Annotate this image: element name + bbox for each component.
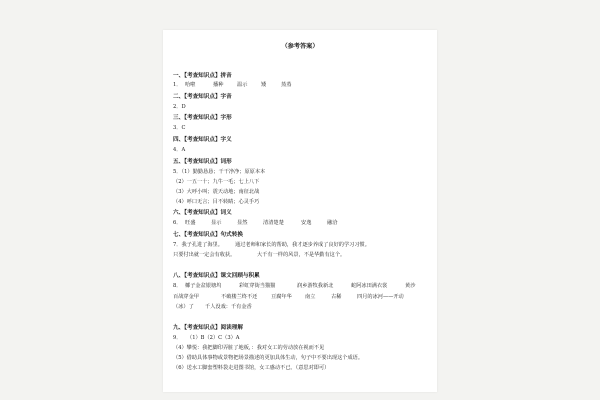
- section-heading: 九、【考查知识点】阅读理解: [173, 325, 243, 331]
- answer-line: （冰）了 千人没戏：千有金香: [173, 304, 252, 310]
- answer-line: 6． 旺盛 显示 显然 清清楚楚 安逸 融洽: [173, 220, 338, 226]
- answer-line: 8． 椰子金盆银塘坞 彩虹穿街当猫猫 润乡游牧我新北 蛇阿冰田满衣裳 黄沙: [173, 283, 416, 289]
- section-heading: 四、【考查知识点】字义: [173, 137, 232, 143]
- section-heading: 八、【考查知识点】课文回顾与积累: [173, 273, 260, 279]
- answer-line: （4）呼口无言；目不转睛；心灵手巧: [173, 199, 260, 205]
- answer-line: 2．D: [173, 104, 186, 110]
- answer-line: 百战穿金甲 不破楼兰终不还 豆腐年华 南立 古稀 四月的冰河——开动: [173, 294, 404, 300]
- page-title: （参考答案）: [281, 43, 319, 50]
- section-heading: 六、【考查知识点】词义: [173, 210, 232, 216]
- answer-line: （5）借助具体事物或景物把场景描述的更加具体生动，句子中不要出现这个成语。: [173, 355, 364, 361]
- answer-line: 4．A: [173, 147, 186, 153]
- answer-line: 7．我子孔进了海里。 通过老师和家长的帮助，我才逐步养成了良好的学习习惯。: [173, 242, 370, 248]
- answer-line: 1． 哈啦 播种 温示 矮 蒸蒸: [173, 82, 292, 88]
- section-heading: 一、【考查知识点】拼音: [173, 73, 232, 79]
- answer-line: （4）攀悦：我把脚印弄脏了地板，：我对女工的劳动放在视而不见: [173, 345, 325, 351]
- answer-line: 9． （1）B（2）C（3）A: [173, 335, 240, 341]
- section-heading: 二、【考查知识点】字音: [173, 94, 232, 100]
- answer-sheet-page: [163, 30, 437, 392]
- section-heading: 三、【考查知识点】字形: [173, 115, 232, 121]
- answer-line: （6）送水工脚套塑料袋走进图书馆，女工感动不已。（意思对即可）: [173, 365, 330, 371]
- section-heading: 五、【考查知识点】词形: [173, 159, 232, 165]
- answer-line: 3．C: [173, 125, 186, 131]
- answer-line: 5．（1）勤勤恳恳；干干净净；原原本本: [173, 169, 266, 175]
- answer-line: 只要付出就一定会有收获。 大千有一样的风景，不是华勤有这个。: [173, 252, 346, 258]
- answer-line: （3）大呼小叫；震天动地；南征北战: [173, 189, 260, 195]
- answer-line: （2）一五一十；九牛一毛；七上八下: [173, 179, 260, 185]
- section-heading: 七、【考查知识点】句式转换: [173, 232, 243, 238]
